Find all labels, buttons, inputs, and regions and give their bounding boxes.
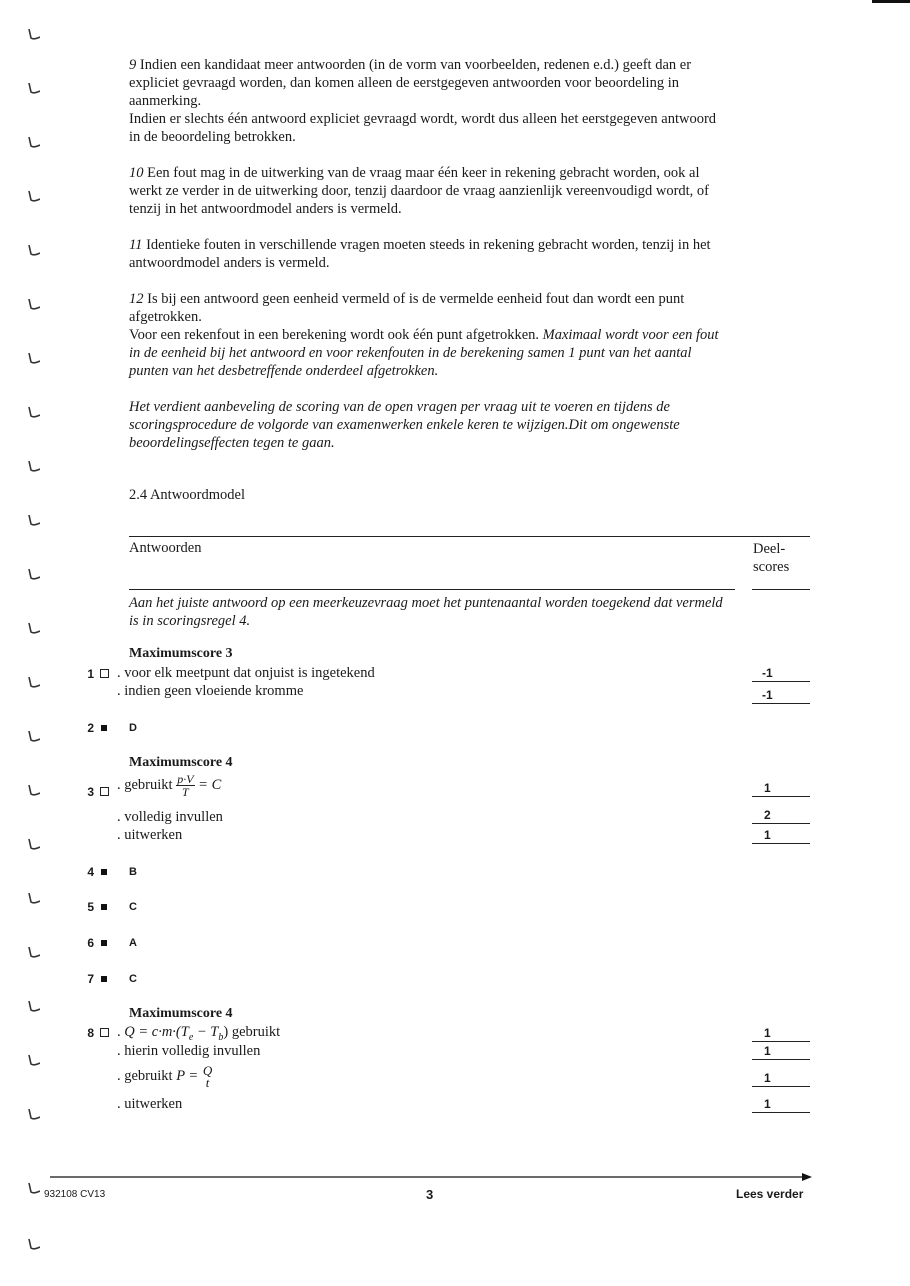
formula-part: Q = c·m·(T — [124, 1024, 189, 1040]
q5-number: 5 — [87, 900, 94, 914]
open-question-icon — [100, 1028, 109, 1037]
fraction-numerator: p·V — [177, 772, 194, 787]
binding-mark — [26, 622, 40, 634]
answers-rule — [129, 589, 735, 590]
scores-rule — [752, 589, 810, 590]
footer-code: 932108 CV13 — [44, 1189, 106, 1200]
q8-formula-lhs: P = — [176, 1068, 199, 1084]
q8-item-text: gebruikt — [231, 1024, 281, 1040]
mc-question-icon — [101, 869, 107, 875]
score-value: 1 — [764, 1071, 771, 1085]
q1-item: . voor elk meetpunt dat onjuist is ingetekend — [117, 665, 375, 681]
formula-subscript: b — [218, 1031, 224, 1043]
fraction-numerator: Q — [202, 1062, 213, 1078]
score-value: 1 — [764, 781, 771, 795]
page-number: 3 — [426, 1187, 434, 1202]
score-value: 1 — [764, 1044, 771, 1058]
q6-answer: A — [129, 937, 137, 949]
binding-mark — [26, 82, 40, 94]
binding-mark — [26, 1000, 40, 1012]
q3-maxscore: Maximumscore 4 — [129, 755, 233, 770]
rule-text: Indien er slechts één antwoord expliciet gevraagd wordt, wordt dus alleen het eerstgegeven antwoord in de beoordeling betrokken. — [129, 111, 717, 145]
q2-number: 2 — [87, 721, 94, 735]
q8-score — [752, 1095, 810, 1113]
rule-text: Is bij een antwoord geen eenheid vermeld of is de vermelde eenheid fout dan wordt een punt afgetrokken. — [129, 291, 685, 325]
q8-item: . hierin volledig invullen — [117, 1043, 261, 1059]
rule-number: 11 — [129, 237, 143, 253]
footer-arrow — [50, 1172, 814, 1182]
header-answers: Antwoorden — [129, 540, 202, 556]
section-title: 2.4 Antwoordmodel — [129, 487, 245, 503]
rule-text: Identieke fouten in verschillende vragen moeten steeds in rekening gebracht worden, tenzij in het antwoordmodel anders is vermeld. — [129, 237, 711, 271]
mc-question-icon — [101, 904, 107, 910]
q7-answer: C — [129, 973, 137, 985]
header-deelscores-line: Deel- — [753, 541, 786, 557]
binding-mark — [26, 1108, 40, 1120]
score-value: 1 — [764, 1026, 771, 1040]
binding-mark — [26, 136, 40, 148]
fraction — [176, 773, 194, 798]
binding-mark — [26, 946, 40, 958]
rule-10 — [129, 164, 729, 218]
score-value: 2 — [764, 808, 771, 822]
q3-item: . volledig invullen — [117, 809, 223, 825]
q3-number: 3 — [87, 785, 94, 799]
q3-score — [752, 806, 810, 824]
mc-question-icon — [101, 976, 107, 982]
q7-number: 7 — [87, 972, 94, 986]
open-question-icon — [100, 669, 109, 678]
rule-9 — [129, 56, 729, 146]
rule-text: Voor een rekenfout in een berekening wordt ook één punt afgetrokken. — [129, 327, 540, 343]
header-deelscores — [753, 540, 789, 576]
q4-number: 4 — [87, 865, 94, 879]
binding-mark — [26, 784, 40, 796]
binding-mark — [26, 352, 40, 364]
corner-bar — [872, 0, 910, 3]
q8-item: . uitwerken — [117, 1096, 183, 1112]
fraction — [202, 1062, 213, 1090]
q8-score — [752, 1024, 810, 1042]
rule-text: Indien een kandidaat meer antwoorden (in de vorm van voorbeelden, redenen e.d.) geeft dan er expliciet gevraagd worden, dan komen alleen de eerstgegeven antwoorden voor beoordeling in aanmerking. — [129, 57, 692, 109]
q3-item: . uitwerken — [117, 827, 183, 843]
q2-answer: D — [129, 722, 137, 734]
q8-score — [752, 1069, 810, 1087]
open-question-icon — [100, 787, 109, 796]
q6-number: 6 — [87, 936, 94, 950]
q3-item-formula — [117, 773, 221, 798]
binding-mark — [26, 1054, 40, 1066]
score-value: 1 — [764, 828, 771, 842]
binding-mark — [26, 190, 40, 202]
binding-mark — [26, 298, 40, 310]
binding-mark — [26, 244, 40, 256]
binding-mark — [26, 568, 40, 580]
score-value: -1 — [762, 688, 773, 702]
formula-part: − T — [193, 1024, 219, 1040]
binding-mark — [26, 892, 40, 904]
binding-mark — [26, 1182, 40, 1194]
mc-question-icon — [101, 725, 107, 731]
binding-mark — [26, 28, 40, 40]
binding-mark — [26, 406, 40, 418]
q1-item: . indien geen vloeiende kromme — [117, 683, 304, 699]
q5-answer: C — [129, 901, 137, 913]
q4-answer: B — [129, 866, 137, 878]
recommendation-text: Het verdient aanbeveling de scoring van de open vragen per vraag uit te voeren en tijdens de scoringsprocedure de volgorde van examenwerken enkele keren te wijzigen.Dit om ongewenste beoordelingseffecten tegen te gaan. — [129, 399, 680, 451]
rule-12 — [129, 290, 729, 380]
q8-formula — [124, 1024, 224, 1043]
binding-mark — [26, 730, 40, 742]
binding-mark — [26, 676, 40, 688]
q8-item-bullet: . — [117, 1024, 121, 1040]
q8-score — [752, 1042, 810, 1060]
q3-item-text: . gebruikt — [117, 777, 173, 793]
q3-formula-rhs: = C — [198, 777, 222, 793]
q3-score — [752, 779, 810, 797]
q8-number: 8 — [87, 1026, 94, 1040]
rule-number: 10 — [129, 165, 144, 181]
q1-score — [752, 664, 810, 682]
binding-mark — [26, 514, 40, 526]
table-top-rule — [129, 536, 810, 537]
binding-mark — [26, 460, 40, 472]
fraction-denominator: t — [205, 1074, 210, 1090]
q3-score — [752, 826, 810, 844]
q8-item-text: . gebruikt — [117, 1068, 173, 1084]
q1-score — [752, 686, 810, 704]
q8-maxscore: Maximumscore 4 — [129, 1006, 233, 1021]
score-value: -1 — [762, 666, 773, 680]
mc-note-text: Aan het juiste antwoord op een meerkeuzevraag moet het puntenaantal worden toegekend dat vermeld is in scoringsregel 4. — [129, 595, 723, 629]
rule-number: 12 — [129, 291, 144, 307]
q1-maxscore: Maximumscore 3 — [129, 646, 233, 661]
q8-item-formula — [117, 1064, 213, 1089]
mc-question-icon — [101, 940, 107, 946]
q1-number: 1 — [87, 667, 94, 681]
formula-subscript: e — [188, 1031, 194, 1043]
rule-number: 9 — [129, 57, 137, 73]
fraction-denominator: T — [182, 785, 189, 800]
formula-part: ) — [223, 1024, 229, 1040]
binding-mark — [26, 838, 40, 850]
rule-text-italic: Maximaal wordt voor een fout in de eenheid bij het antwoord en voor rekenfouten in de berekening samen 1 punt van het aantal punten van het desbetreffende onderdeel afgetrokken. — [129, 327, 719, 379]
mc-note — [129, 594, 729, 630]
rule-11 — [129, 236, 729, 272]
score-value: 1 — [764, 1097, 771, 1111]
continue-label: Lees verder — [736, 1187, 804, 1201]
recommendation — [129, 398, 729, 452]
rule-text: Een fout mag in de uitwerking van de vraag maar één keer in rekening gebracht worden, ook al werkt ze verder in de uitwerking door, tenzij daardoor de vraag aanzienlijk vereenvoudigd wordt, of tenzij in het antwoordmodel anders is vermeld. — [129, 165, 709, 217]
header-deelscores-line: scores — [753, 559, 790, 575]
binding-mark — [26, 1238, 40, 1250]
